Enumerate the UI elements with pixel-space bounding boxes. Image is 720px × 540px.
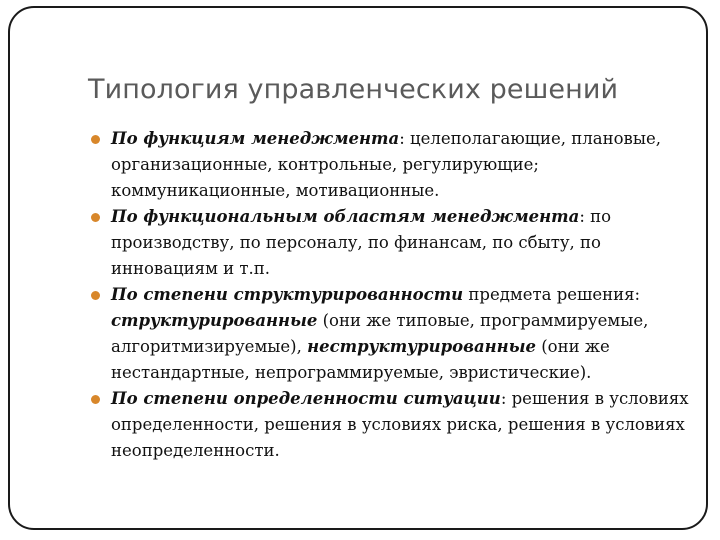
bullet-item: [90, 204, 700, 282]
bullet-dot-icon: [91, 135, 100, 144]
bullet-text: предмета решения:: [463, 285, 641, 304]
bullet-emphasis: По функциям менеджмента: [111, 129, 400, 148]
bullet-item: [90, 282, 700, 386]
bullet-emphasis: По функциональным областям менеджмента: [111, 207, 580, 226]
bullet-item: [90, 386, 700, 464]
bullet-item: [90, 126, 700, 204]
bullet-text: : решения в условиях определенности, решения в условиях риска, решения в условиях неопределенности.: [111, 389, 689, 460]
bullet-text: (они же типовые, программируемые, алгоритмизируемые),: [111, 311, 649, 356]
bullet-text: : целеполагающие, плановые, организационные, контрольные, регулирующие; коммуникационные, мотивационные.: [111, 129, 661, 200]
bullet-list: [90, 126, 700, 464]
bullet-text: : по производству, по персоналу, по финансам, по сбыту, по инновациям и т.п.: [111, 207, 612, 278]
bullet-dot-icon: [91, 291, 100, 300]
bullet-emphasis: По степени определенности ситуации: [111, 389, 501, 408]
slide-title: Типология управленческих решений: [88, 74, 619, 105]
bullet-emphasis: По степени структурированности: [111, 285, 464, 304]
slide-frame: [8, 6, 708, 530]
bullet-dot-icon: [91, 395, 100, 404]
bullet-emphasis: неструктурированные: [307, 337, 536, 356]
bullet-dot-icon: [91, 213, 100, 222]
bullet-emphasis: структурированные: [111, 311, 318, 330]
bullet-text: (они же нестандартные, непрограммируемые, эвристические).: [111, 337, 610, 382]
